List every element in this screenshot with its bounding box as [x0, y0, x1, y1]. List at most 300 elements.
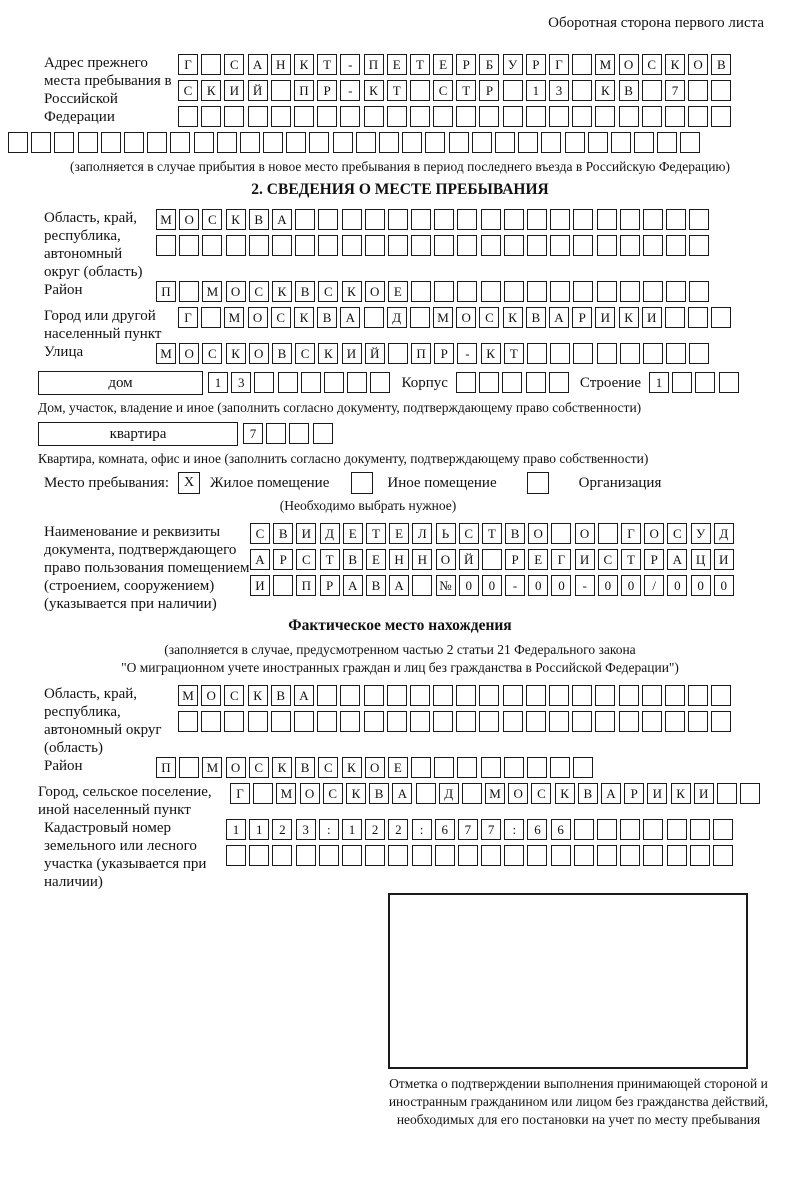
char-box [574, 819, 594, 840]
char-box [597, 281, 617, 302]
field-document [8, 523, 792, 613]
char-box: К [619, 307, 639, 328]
char-box [503, 711, 523, 732]
char-box: С [249, 757, 269, 778]
char-box: О [179, 209, 199, 230]
char-box [527, 209, 547, 230]
option-residential-label: Жилое помещение [210, 475, 330, 491]
char-box: О [300, 783, 320, 804]
char-box [317, 685, 337, 706]
char-box-row [156, 757, 597, 780]
char-box: У [503, 54, 523, 75]
char-box [249, 845, 269, 866]
char-box: Т [456, 80, 476, 101]
char-box: 3 [549, 80, 569, 101]
char-box [642, 106, 662, 127]
char-box: С [296, 549, 316, 570]
char-box [479, 372, 499, 393]
char-box: В [295, 281, 315, 302]
char-box: - [340, 80, 360, 101]
district-label: Район [44, 282, 83, 298]
char-box [643, 209, 663, 230]
char-box: Г [549, 54, 569, 75]
char-box: В [317, 307, 337, 328]
char-box: В [578, 783, 598, 804]
char-box [666, 343, 686, 364]
char-box [665, 711, 685, 732]
char-box [666, 209, 686, 230]
char-box [318, 235, 338, 256]
char-box [595, 685, 615, 706]
char-box: А [250, 549, 270, 570]
char-box [456, 711, 476, 732]
char-box: С [459, 523, 479, 544]
char-box: Е [366, 549, 386, 570]
char-box: Е [528, 549, 548, 570]
char-box: К [248, 685, 268, 706]
char-box [179, 235, 199, 256]
char-box-row [178, 106, 735, 129]
char-box [387, 711, 407, 732]
char-box: / [644, 575, 664, 596]
char-box: С [202, 343, 222, 364]
char-box: В [249, 209, 269, 230]
char-box [271, 106, 291, 127]
char-box [388, 235, 408, 256]
char-box: В [366, 575, 386, 596]
char-box [572, 106, 592, 127]
actual-city-label: Город, сельское поселение, иной населенный пункт [38, 784, 212, 818]
char-box-row [156, 209, 713, 232]
checkbox-residential: X [178, 472, 200, 494]
char-box: 0 [551, 575, 571, 596]
char-box: М [178, 685, 198, 706]
char-box: О [365, 281, 385, 302]
char-box [313, 423, 333, 444]
char-box: Р [456, 54, 476, 75]
char-box: Н [271, 54, 291, 75]
char-box [178, 106, 198, 127]
char-box [481, 757, 501, 778]
char-box [597, 343, 617, 364]
cadastral-rows [226, 819, 736, 871]
char-box [526, 106, 546, 127]
char-box: 3 [231, 372, 251, 393]
street-label: Улица [44, 344, 84, 360]
char-box [434, 757, 454, 778]
char-box: К [346, 783, 366, 804]
char-box: Р [434, 343, 454, 364]
house-caption: Дом, участок, владение и иное (заполнить согласно документу, подтверждающему право собственности) [38, 400, 642, 415]
char-box: В [272, 343, 292, 364]
char-box-row [178, 685, 735, 708]
char-box [526, 711, 546, 732]
char-box: Д [439, 783, 459, 804]
char-box [711, 685, 731, 706]
char-box [667, 819, 687, 840]
char-box [619, 711, 639, 732]
char-box-row [156, 235, 713, 258]
char-box [458, 845, 478, 866]
char-box: Б [479, 54, 499, 75]
char-box [503, 106, 523, 127]
actual-region-label: Область, край, республика, автономный округ (область) [44, 686, 162, 756]
char-box: Г [551, 549, 571, 570]
char-box: И [647, 783, 667, 804]
char-box [690, 819, 710, 840]
char-box [526, 372, 546, 393]
char-box: Г [621, 523, 641, 544]
char-box [481, 845, 501, 866]
char-box: Р [317, 80, 337, 101]
char-box: - [457, 343, 477, 364]
char-box: Т [504, 343, 524, 364]
char-box [31, 132, 51, 153]
actual-region-rows [178, 685, 735, 737]
char-box [713, 819, 733, 840]
char-box [248, 106, 268, 127]
char-box: С [531, 783, 551, 804]
char-box: А [667, 549, 687, 570]
char-box [410, 307, 430, 328]
char-box: П [156, 281, 176, 302]
char-box: С [433, 80, 453, 101]
char-box [642, 80, 662, 101]
char-box [342, 235, 362, 256]
char-box [573, 209, 593, 230]
char-box: Й [248, 80, 268, 101]
char-box [550, 281, 570, 302]
char-box [101, 132, 121, 153]
char-box-row [649, 372, 742, 395]
char-box: 1 [526, 80, 546, 101]
char-box: М [595, 54, 615, 75]
char-box [240, 132, 260, 153]
char-box: 0 [714, 575, 734, 596]
char-box: П [411, 343, 431, 364]
char-box [643, 281, 663, 302]
char-box: А [248, 54, 268, 75]
char-box: П [364, 54, 384, 75]
char-box: С [323, 783, 343, 804]
char-box [711, 711, 731, 732]
char-box [456, 685, 476, 706]
char-box [457, 281, 477, 302]
char-box: П [156, 757, 176, 778]
char-box: Р [624, 783, 644, 804]
char-box: Д [387, 307, 407, 328]
char-box [347, 372, 367, 393]
char-box: К [555, 783, 575, 804]
char-box: 6 [435, 819, 455, 840]
char-box: № [436, 575, 456, 596]
registration-stamp-box [388, 893, 748, 1069]
char-box [565, 132, 585, 153]
char-box: А [272, 209, 292, 230]
char-box [527, 235, 547, 256]
char-box [201, 307, 221, 328]
char-box: 2 [388, 819, 408, 840]
char-box [224, 106, 244, 127]
char-box: С [642, 54, 662, 75]
char-box [356, 132, 376, 153]
char-box [388, 343, 408, 364]
char-box [665, 307, 685, 328]
char-box-row [156, 343, 713, 366]
char-box [54, 132, 74, 153]
section-2-title: 2. СВЕДЕНИЯ О МЕСТЕ ПРЕБЫВАНИЯ [251, 181, 549, 198]
char-box-row [156, 281, 713, 304]
char-box [217, 132, 237, 153]
char-box-row [178, 711, 735, 734]
char-box: 1 [342, 819, 362, 840]
char-box [713, 845, 733, 866]
char-box: У [691, 523, 711, 544]
char-box: В [295, 757, 315, 778]
char-box [387, 685, 407, 706]
char-box [573, 281, 593, 302]
char-box [411, 281, 431, 302]
char-box: 0 [691, 575, 711, 596]
char-box [340, 711, 360, 732]
char-box [224, 711, 244, 732]
char-box [402, 132, 422, 153]
apartment-caption: Квартира, комната, офис и иное (заполнить согласно документу, подтверждающему право собственности) [38, 451, 649, 466]
char-box [665, 106, 685, 127]
char-box [342, 845, 362, 866]
char-box [253, 783, 273, 804]
char-box [317, 711, 337, 732]
region-label: Область, край, республика, автономный округ (область) [44, 210, 143, 280]
checkbox-other-premises [351, 472, 373, 494]
char-box: О [249, 343, 269, 364]
char-box [611, 132, 631, 153]
char-box [598, 523, 618, 544]
field-apartment [38, 420, 792, 448]
char-box [711, 80, 731, 101]
char-box [595, 711, 615, 732]
char-box [717, 783, 737, 804]
char-box: С [271, 307, 291, 328]
char-box: 2 [272, 819, 292, 840]
char-box [688, 685, 708, 706]
char-box: А [294, 685, 314, 706]
char-box [481, 209, 501, 230]
char-box [388, 209, 408, 230]
char-box: К [671, 783, 691, 804]
stamp-caption: Отметка о подтверждении выполнения принимающей стороной и иностранным гражданином или лицом без гражданства действий, необходимых для его постановки на учет по месту пребывания [388, 1076, 769, 1127]
char-box [526, 685, 546, 706]
char-box: С [178, 80, 198, 101]
char-box [719, 372, 739, 393]
char-box-row [208, 372, 394, 395]
char-box [620, 819, 640, 840]
char-box [226, 845, 246, 866]
char-box [527, 343, 547, 364]
char-box: В [711, 54, 731, 75]
char-box: 7 [665, 80, 685, 101]
char-box [572, 54, 592, 75]
char-box [711, 307, 731, 328]
char-box: М [433, 307, 453, 328]
char-box [410, 685, 430, 706]
char-box [410, 711, 430, 732]
char-box [619, 685, 639, 706]
char-box [597, 819, 617, 840]
char-box [551, 523, 571, 544]
char-box [572, 685, 592, 706]
char-box [226, 235, 246, 256]
previous-address-caption: (заполняется в случае прибытия в новое место пребывания в период последнего въезда в Российскую Федерацию) [69, 159, 731, 174]
char-box [271, 80, 291, 101]
char-box: И [296, 523, 316, 544]
char-box: С [224, 54, 244, 75]
char-box [388, 845, 408, 866]
char-box [550, 343, 570, 364]
char-box: О [248, 307, 268, 328]
char-box: В [505, 523, 525, 544]
korpus-label: Корпус [401, 375, 448, 391]
char-box [410, 80, 430, 101]
char-box [294, 106, 314, 127]
char-box: С [598, 549, 618, 570]
char-box: К [342, 281, 362, 302]
apartment-name-box: квартира [38, 422, 238, 446]
char-box: К [294, 307, 314, 328]
char-box: О [201, 685, 221, 706]
char-box [147, 132, 167, 153]
char-box [333, 132, 353, 153]
char-box: Ь [436, 523, 456, 544]
char-box [597, 209, 617, 230]
char-box [503, 80, 523, 101]
house-name-box: дом [38, 371, 203, 395]
char-box [549, 106, 569, 127]
char-box [482, 549, 502, 570]
char-box: : [504, 819, 524, 840]
char-box [412, 575, 432, 596]
char-box: В [369, 783, 389, 804]
char-box [8, 132, 28, 153]
char-box [271, 711, 291, 732]
char-box [249, 235, 269, 256]
char-box: Т [482, 523, 502, 544]
char-box: С [249, 281, 269, 302]
char-box [272, 845, 292, 866]
char-box [549, 372, 569, 393]
char-box: К [364, 80, 384, 101]
char-box: С [479, 307, 499, 328]
char-box: Г [178, 307, 198, 328]
char-box [680, 132, 700, 153]
char-box [201, 106, 221, 127]
char-box [433, 106, 453, 127]
char-box: С [224, 685, 244, 706]
char-box: Р [644, 549, 664, 570]
char-box [202, 235, 222, 256]
char-box [434, 235, 454, 256]
char-box: 7 [243, 423, 263, 444]
char-box: Р [526, 54, 546, 75]
char-box [572, 711, 592, 732]
char-box: 0 [598, 575, 618, 596]
char-box: Р [505, 549, 525, 570]
char-box: Ц [691, 549, 711, 570]
char-box [689, 281, 709, 302]
char-box [201, 711, 221, 732]
char-box [597, 235, 617, 256]
char-box [433, 685, 453, 706]
char-box-row [178, 307, 735, 330]
char-box [365, 209, 385, 230]
char-box [449, 132, 469, 153]
previous-address-label: Адрес прежнего места пребывания в Российской Федерации [44, 55, 172, 125]
char-box [365, 235, 385, 256]
char-box [201, 54, 221, 75]
char-box [620, 845, 640, 866]
char-box: 1 [226, 819, 246, 840]
char-box [296, 845, 316, 866]
char-box: К [342, 757, 362, 778]
char-box-row [250, 523, 737, 546]
char-box [689, 209, 709, 230]
char-box: Е [433, 54, 453, 75]
char-box: 1 [208, 372, 228, 393]
char-box: 1 [249, 819, 269, 840]
char-box [273, 575, 293, 596]
char-box [425, 132, 445, 153]
char-box-row [250, 575, 737, 598]
char-box: К [481, 343, 501, 364]
char-box [434, 281, 454, 302]
char-box: М [156, 343, 176, 364]
char-box [643, 845, 663, 866]
char-box: С [250, 523, 270, 544]
char-box: А [601, 783, 621, 804]
field-city [8, 307, 792, 343]
char-box [286, 132, 306, 153]
char-box: О [179, 343, 199, 364]
char-box: 0 [621, 575, 641, 596]
char-box [317, 106, 337, 127]
char-box-row [243, 423, 336, 446]
char-box [504, 235, 524, 256]
char-box: 3 [296, 819, 316, 840]
char-box [634, 132, 654, 153]
char-box [481, 281, 501, 302]
char-box [689, 343, 709, 364]
char-box [411, 235, 431, 256]
char-box [319, 845, 339, 866]
char-box: Т [320, 549, 340, 570]
char-box: - [340, 54, 360, 75]
char-box: К [272, 281, 292, 302]
char-box: В [271, 685, 291, 706]
char-box: О [226, 757, 246, 778]
char-box [504, 845, 524, 866]
field-actual-region [8, 685, 792, 757]
char-box [620, 209, 640, 230]
field-district [8, 281, 792, 307]
cadastral-label: Кадастровый номер земельного или лесного участка (указывается при наличии) [44, 820, 207, 890]
checkbox-organization [527, 472, 549, 494]
char-box [643, 235, 663, 256]
option-other-premises-label: Иное помещение [387, 475, 497, 491]
char-box [740, 783, 760, 804]
char-box [433, 711, 453, 732]
char-box: К [294, 54, 314, 75]
option-organization-label: Организация [578, 475, 662, 491]
